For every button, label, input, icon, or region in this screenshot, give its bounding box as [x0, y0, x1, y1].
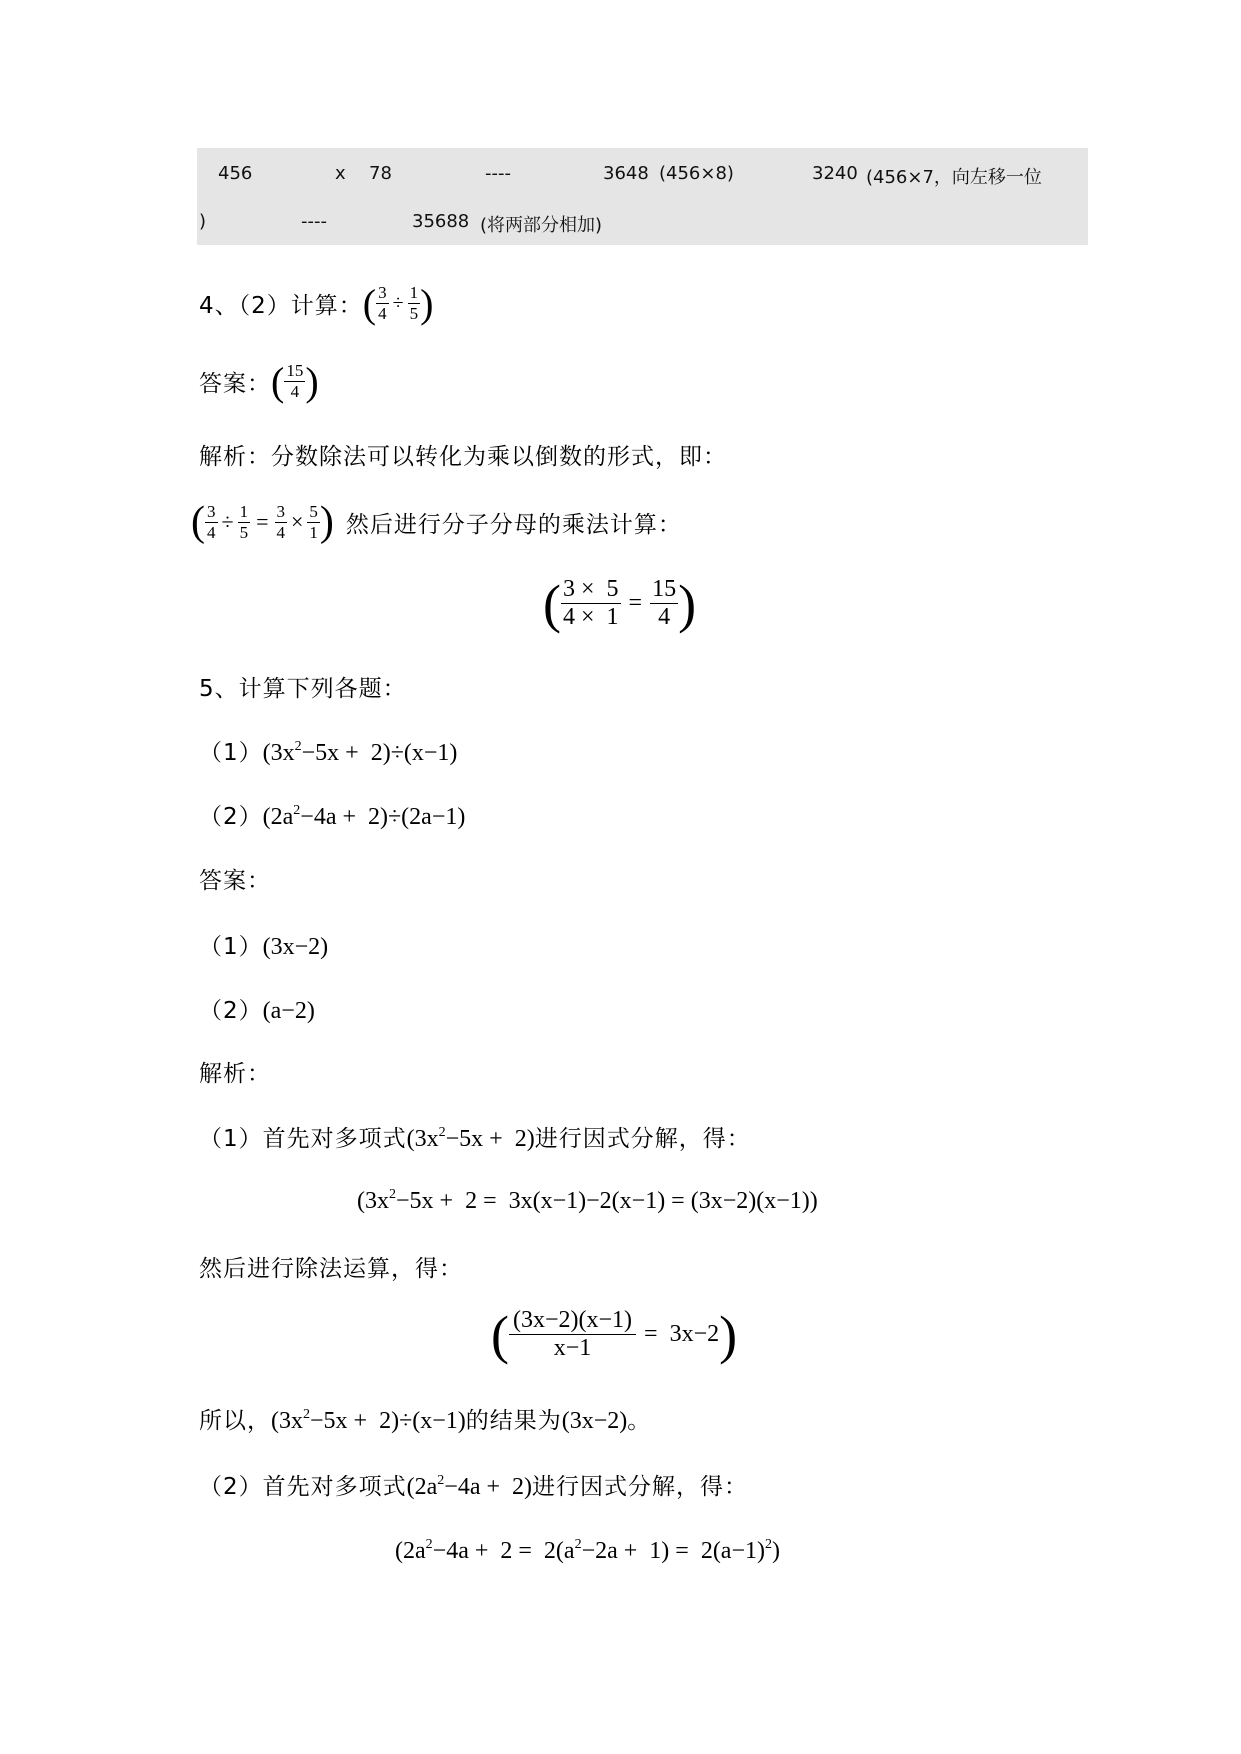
- q5-step1-fraction: ( $\frac{(3x-2)(x-1)}{x-1}$ = 3x−2 ): [491, 1304, 738, 1365]
- q5-answer-1: （1）(3x−2): [199, 934, 329, 960]
- q5-step1-conclusion: 所以，$(3x^2-5x + 2)\div(x-1)$的结果为(3x−2)。: [199, 1407, 652, 1434]
- code-text: ----: [301, 211, 327, 232]
- q4-step1-line: [191, 501, 682, 543]
- code-text: 78: [369, 163, 392, 184]
- q4-expression: ( $\frac{3}{4}$ ÷ $\frac{1}{5}$ ): [362, 280, 434, 326]
- code-text: ): [199, 211, 207, 232]
- q4-analysis: 解析：分数除法可以转化为乘以倒数的形式，即：: [199, 444, 727, 470]
- q4-step2-formula: ( $\frac{3 \times 5}{4 \times 1}$ = $\frac{15}{4}$ ): [543, 573, 697, 634]
- code-text: 35688: [412, 211, 470, 232]
- answer-label: 答案：: [199, 868, 271, 894]
- code-text: (将两部分相加): [480, 215, 603, 236]
- code-text: (456×8): [659, 163, 734, 184]
- answer-label: 答案：: [199, 371, 271, 397]
- code-text: (456×7，向左移一位: [866, 167, 1042, 188]
- q5-heading: 5、计算下列各题：: [199, 676, 407, 702]
- code-text: 456: [218, 163, 253, 184]
- code-text: 3240: [812, 163, 858, 184]
- q5-problem-2: $(2)(2a^2-4a + 2)\div(2a-1)$: [199, 803, 466, 830]
- q4-answer-line: [199, 358, 319, 404]
- q4-heading: 4、（2）计算：: [199, 293, 363, 319]
- q5-step2-equation: $(2a^2-4a + 2 = 2(a^2-2a + 1) = 2(a-1)^2)$: [395, 1537, 780, 1564]
- q5-analysis-label: 解析：: [199, 1061, 271, 1087]
- q4-step1-text: 然后进行分子分母的乘法计算：: [345, 511, 682, 538]
- q5-answer-2: （2）(a−2): [199, 998, 315, 1024]
- code-block: [197, 148, 1088, 245]
- q5-problem-1: $(1)(3x^2-5x + 2)\div(x-1)$: [199, 739, 458, 766]
- q4-heading-line: [199, 280, 434, 326]
- q4-step1-formula: ( $\frac{3}{4}$ ÷ $\frac{1}{5}$ = $\frac{3}{4}$ × $\frac{5}{1}$ ): [191, 499, 334, 545]
- code-text: ----: [485, 163, 511, 184]
- q5-step2-intro: （2）首先对多项式$(2a^2-4a + 2)$进行因式分解，得：: [199, 1473, 749, 1500]
- q5-step1-division-text: 然后进行除法运算，得：: [199, 1256, 463, 1282]
- q5-step1-intro: （1）首先对多项式$(3x^2-5x + 2)$进行因式分解，得：: [199, 1125, 751, 1152]
- code-text: 3648: [603, 163, 649, 184]
- q5-step1-equation: $(3x^2-5x + 2 = 3x(x-1)-2(x-1) = (3x-2)(x-1))$: [357, 1187, 818, 1214]
- code-text: x: [335, 163, 346, 184]
- q4-answer: ( $\frac{15}{4}$ ): [271, 358, 319, 404]
